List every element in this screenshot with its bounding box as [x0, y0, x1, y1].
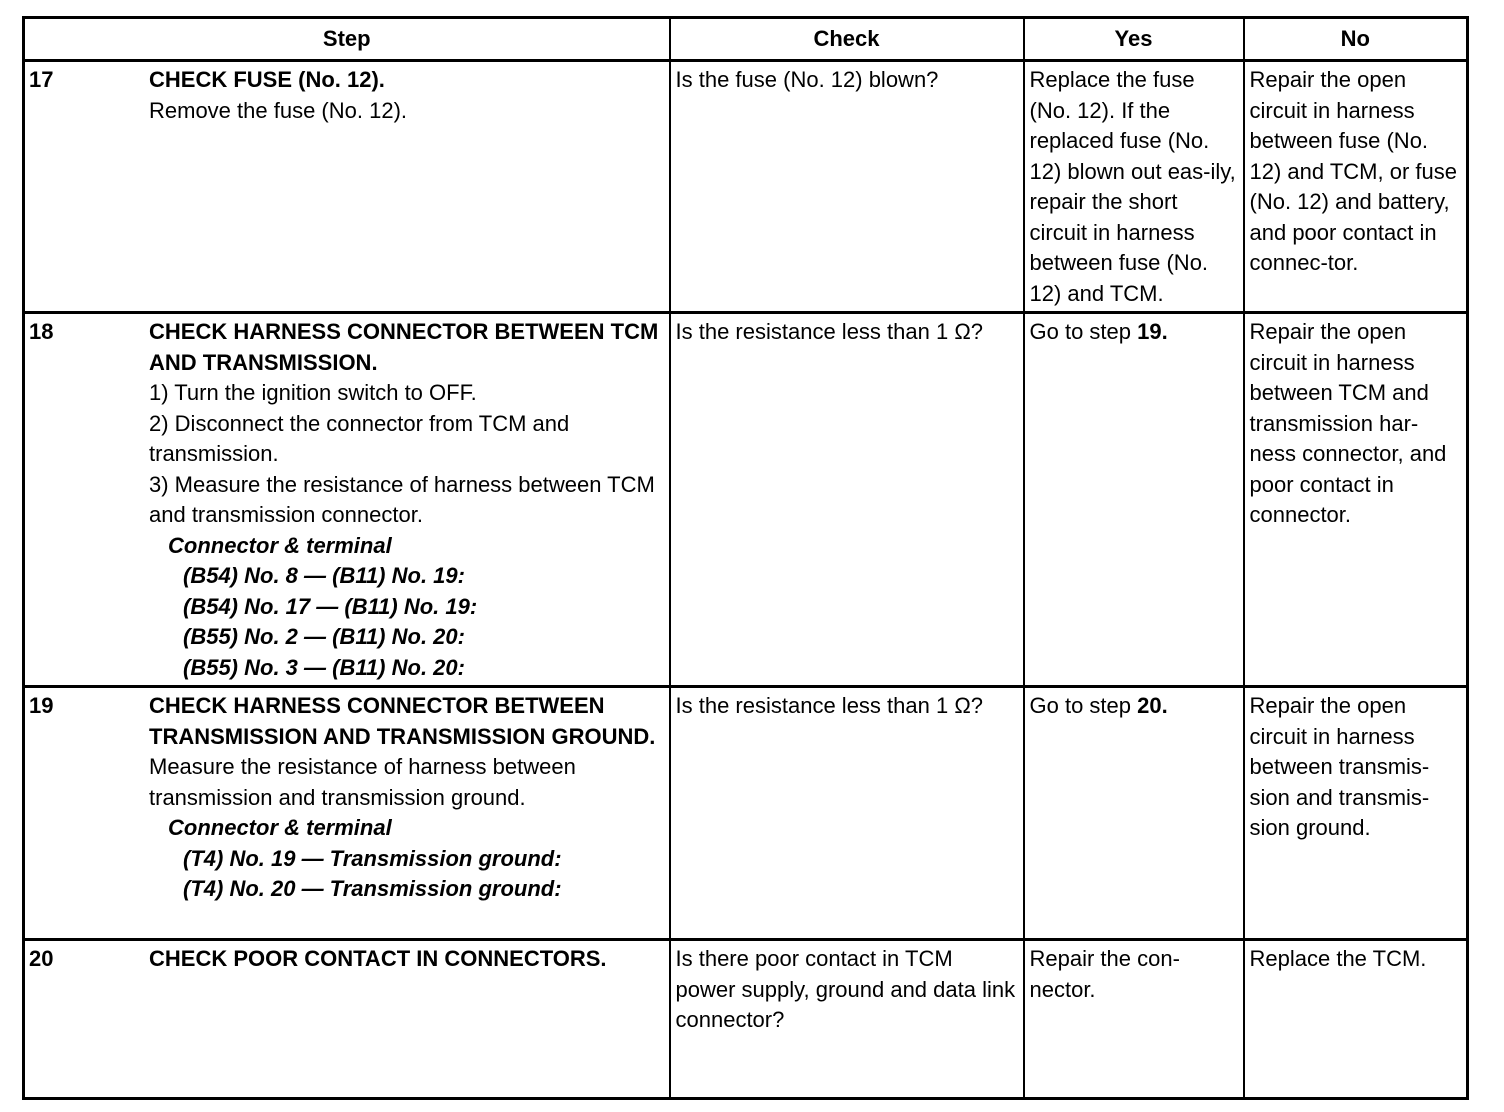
diagnostic-table	[22, 16, 1469, 1100]
spec-heading: Connector & terminal	[168, 815, 392, 840]
yes-text: Go to step	[1029, 693, 1138, 718]
table-row-20	[24, 940, 1468, 1099]
step-instruction: Measure the resistance of harness between transmission and transmission ground.	[149, 754, 576, 810]
check-cell: Is the resistance less than 1 Ω?	[670, 313, 1024, 687]
step-number: 17	[29, 67, 54, 92]
spec-line: (B54) No. 8 — (B11) No. 19:	[183, 563, 465, 588]
header-yes: Yes	[1024, 18, 1244, 61]
step-title: CHECK POOR CONTACT IN CONNECTORS.	[149, 946, 607, 971]
yes-text: Go to step	[1029, 319, 1138, 344]
header-row	[24, 18, 1468, 61]
step-instruction: 3) Measure the resistance of harness between TCM and transmission connector.	[149, 471, 655, 527]
table-row-17	[24, 61, 1468, 313]
go-to-step: 19.	[1137, 319, 1168, 344]
step-title: CHECK FUSE (No. 12).	[149, 67, 385, 92]
table-row-18	[24, 313, 1468, 687]
yes-cell	[1024, 687, 1244, 940]
yes-cell: Replace the fuse (No. 12). If the replaced fuse (No. 12) blown out eas-ily, repair the short circuit in harness between fuse (No. 12) and TCM.	[1024, 61, 1244, 313]
step-number: 19	[29, 693, 54, 718]
spec-line: (B55) No. 3 — (B11) No. 20:	[183, 654, 465, 680]
yes-cell	[1024, 313, 1244, 687]
no-cell: Repair the open circuit in harness between fuse (No. 12) and TCM, or fuse (No. 12) and battery, and poor contact in connec-tor.	[1244, 61, 1468, 313]
step-instruction: Remove the fuse (No. 12).	[149, 97, 408, 123]
header-step: Step	[24, 18, 670, 61]
step-instruction: 1) Turn the ignition switch to OFF.	[149, 380, 477, 405]
step-instruction: 2) Disconnect the connector from TCM and transmission.	[149, 410, 570, 466]
check-cell: Is the resistance less than 1 Ω?	[670, 687, 1024, 940]
step-title: CHECK HARNESS CONNECTOR BETWEEN TRANSMISSION AND TRANSMISSION GROUND.	[149, 693, 656, 749]
step-title: CHECK HARNESS CONNECTOR BETWEEN TCM AND TRANSMISSION.	[149, 319, 659, 375]
step-cell	[24, 313, 670, 687]
no-cell: Repair the open circuit in harness between transmis-sion and transmis-sion ground.	[1244, 687, 1468, 940]
spec-line: (T4) No. 19 — Transmission ground:	[183, 845, 562, 871]
check-cell: Is there poor contact in TCM power supply, ground and data link connector?	[670, 940, 1024, 1099]
step-number: 20	[29, 946, 54, 971]
step-cell	[24, 61, 670, 313]
yes-cell: Repair the con-nector.	[1024, 940, 1244, 1099]
check-cell: Is the fuse (No. 12) blown?	[670, 61, 1024, 313]
spec-heading: Connector & terminal	[168, 532, 392, 558]
no-cell: Replace the TCM.	[1244, 940, 1468, 1099]
step-cell	[24, 940, 670, 1099]
step-cell	[24, 687, 670, 940]
step-number: 18	[29, 319, 54, 344]
spec-line: (T4) No. 20 — Transmission ground:	[183, 876, 562, 901]
table-row-19	[24, 687, 1468, 940]
spec-line: (B55) No. 2 — (B11) No. 20:	[183, 624, 465, 649]
header-no: No	[1244, 18, 1468, 61]
no-cell: Repair the open circuit in harness between TCM and transmission har-ness connector, and poor contact in connector.	[1244, 313, 1468, 687]
spec-line: (B54) No. 17 — (B11) No. 19:	[183, 593, 478, 619]
go-to-step: 20.	[1137, 693, 1168, 718]
header-check: Check	[670, 18, 1024, 61]
